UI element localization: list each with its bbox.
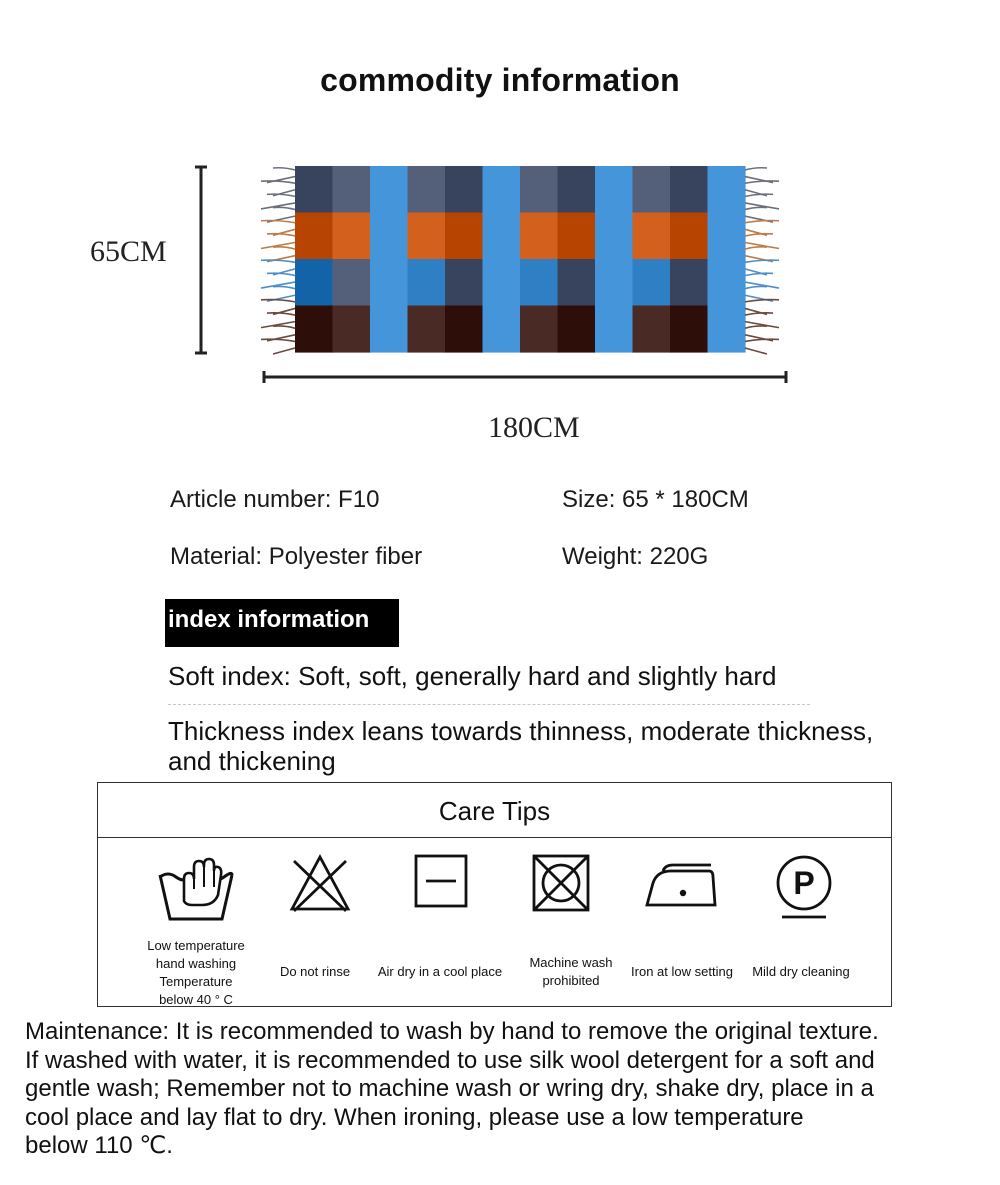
scarf-check [295, 259, 333, 306]
care-caption-dry-clean: Mild dry cleaning [752, 964, 850, 979]
divider [168, 704, 810, 705]
do-not-bleach-icon [288, 853, 352, 915]
scarf-fringe [273, 348, 295, 354]
scarf-check [520, 259, 558, 306]
scarf-check [483, 166, 521, 213]
scarf-fringe [745, 194, 773, 196]
scarf-check [295, 166, 333, 213]
care-tips-panel [97, 782, 892, 1007]
maintenance-text: Maintenance: It is recommended to wash by hand to remove the original texture. If washed with water, it is recommended to use silk wool detergent for a soft and gentle wash; Remember not to machine wash or wring dry, shake dry, place in a cool place and lay flat to dry. When ironing, please use a low temperature below 110 ℃. [25, 1018, 879, 1159]
scarf-fringe [261, 339, 295, 341]
scarf-fringe [745, 273, 773, 275]
scarf-fringe [261, 181, 295, 183]
care-caption-machine-wash: Machine wash prohibited [529, 955, 613, 988]
soft-index: Soft index: Soft, soft, generally hard and slightly hard [168, 661, 777, 691]
scarf-check [333, 306, 371, 353]
scarf-fringe [273, 168, 295, 170]
dry-flat-icon [413, 853, 469, 909]
care-item-dry-clean [744, 853, 864, 921]
scarf-check [595, 306, 633, 353]
scarf-check [558, 259, 596, 306]
index-information-heading: index information [165, 599, 399, 647]
scarf-check [445, 166, 483, 213]
scarf-fringe [745, 313, 773, 315]
care-caption-air-dry: Air dry in a cool place [377, 964, 503, 979]
scarf-check [633, 213, 671, 260]
scarf-check [708, 259, 746, 306]
scarf-check [370, 213, 408, 260]
scarf-check [670, 166, 708, 213]
scarf-check [633, 259, 671, 306]
scarf-check [595, 259, 633, 306]
scarf-fringe [745, 300, 779, 302]
scarf-fringe [267, 313, 295, 315]
scarf-check [483, 213, 521, 260]
scarf-check [333, 213, 371, 260]
scarf-check [595, 213, 633, 260]
scarf-check [633, 166, 671, 213]
care-item-machine-wash-prohibited [501, 853, 621, 913]
scarf-fringe [745, 181, 779, 183]
care-tips-title: Care Tips [98, 783, 891, 838]
scarf-fringe [745, 348, 767, 354]
scarf-fringe [745, 207, 767, 209]
scarf-check [295, 213, 333, 260]
scarf-check [370, 166, 408, 213]
article-number: Article number: F10 [170, 486, 380, 513]
scarf-check [670, 213, 708, 260]
scarf-check [370, 306, 408, 353]
do-not-tumble-dry-icon [531, 853, 591, 913]
scarf-fringe [745, 339, 779, 341]
scarf-fringe [745, 220, 779, 222]
svg-text:P: P [793, 865, 815, 901]
scarf-fringe [273, 247, 295, 249]
width-dimension-label: 180CM [488, 411, 580, 444]
scarf-fringe [745, 286, 767, 288]
scarf-check [520, 306, 558, 353]
scarf-check [558, 213, 596, 260]
scarf-fringe [273, 286, 295, 288]
scarf-fringe [267, 273, 295, 275]
scarf-check [483, 259, 521, 306]
scarf-check [370, 259, 408, 306]
scarf-check [708, 166, 746, 213]
scarf-fringe [745, 260, 779, 262]
scarf-check [408, 166, 446, 213]
scarf-check [558, 306, 596, 353]
iron-low-icon [643, 861, 721, 909]
scarf-check [408, 213, 446, 260]
scarf-check [708, 306, 746, 353]
scarf-check [445, 306, 483, 353]
size-spec: Size: 65 * 180CM [562, 486, 749, 513]
care-item-hand-wash [136, 853, 256, 923]
scarf-check [445, 259, 483, 306]
care-item-do-not-bleach [260, 853, 380, 915]
scarf-fringe [273, 207, 295, 209]
scarf-check [408, 306, 446, 353]
scarf-check [558, 166, 596, 213]
scarf-fringe [745, 326, 767, 328]
page-title: commodity information [320, 62, 680, 98]
scarf-check [333, 259, 371, 306]
scarf-check [708, 213, 746, 260]
scarf-fringe [261, 300, 295, 302]
care-item-air-dry [381, 853, 501, 909]
scarf-fringe [267, 234, 295, 236]
hand-wash-icon [154, 853, 238, 923]
care-caption-do-not-bleach: Do not rinse [279, 964, 351, 979]
product-image-scarf [255, 160, 785, 360]
height-dimension-ruler [193, 165, 209, 355]
scarf-check [633, 306, 671, 353]
material-spec: Material: Polyester fiber [170, 543, 423, 570]
scarf-check [333, 166, 371, 213]
scarf-check [595, 166, 633, 213]
scarf-fringe [745, 234, 773, 236]
scarf-check [520, 213, 558, 260]
care-caption-hand-wash: Low temperature hand washing Temperature below 40 ° C [147, 938, 245, 1007]
dry-clean-p-icon [772, 853, 836, 921]
height-dimension-label: 65CM [90, 235, 167, 268]
scarf-fringe [273, 326, 295, 328]
scarf-fringe [745, 168, 767, 170]
scarf-fringe [261, 220, 295, 222]
scarf-check [670, 259, 708, 306]
scarf-check [670, 306, 708, 353]
scarf-fringe [267, 194, 295, 196]
thickness-index-line-2: and thickening [168, 746, 336, 776]
scarf-check [408, 259, 446, 306]
width-dimension-ruler [262, 368, 788, 386]
scarf-check [483, 306, 521, 353]
scarf-fringe [261, 260, 295, 262]
care-caption-iron-low: Iron at low setting [631, 964, 733, 979]
weight-spec: Weight: 220G [562, 543, 709, 570]
scarf-check [520, 166, 558, 213]
scarf-check [295, 306, 333, 353]
scarf-fringe [745, 247, 767, 249]
thickness-index-line-1: Thickness index leans towards thinness, moderate thickness, [168, 716, 874, 746]
scarf-check [445, 213, 483, 260]
care-item-iron-low [622, 861, 742, 909]
